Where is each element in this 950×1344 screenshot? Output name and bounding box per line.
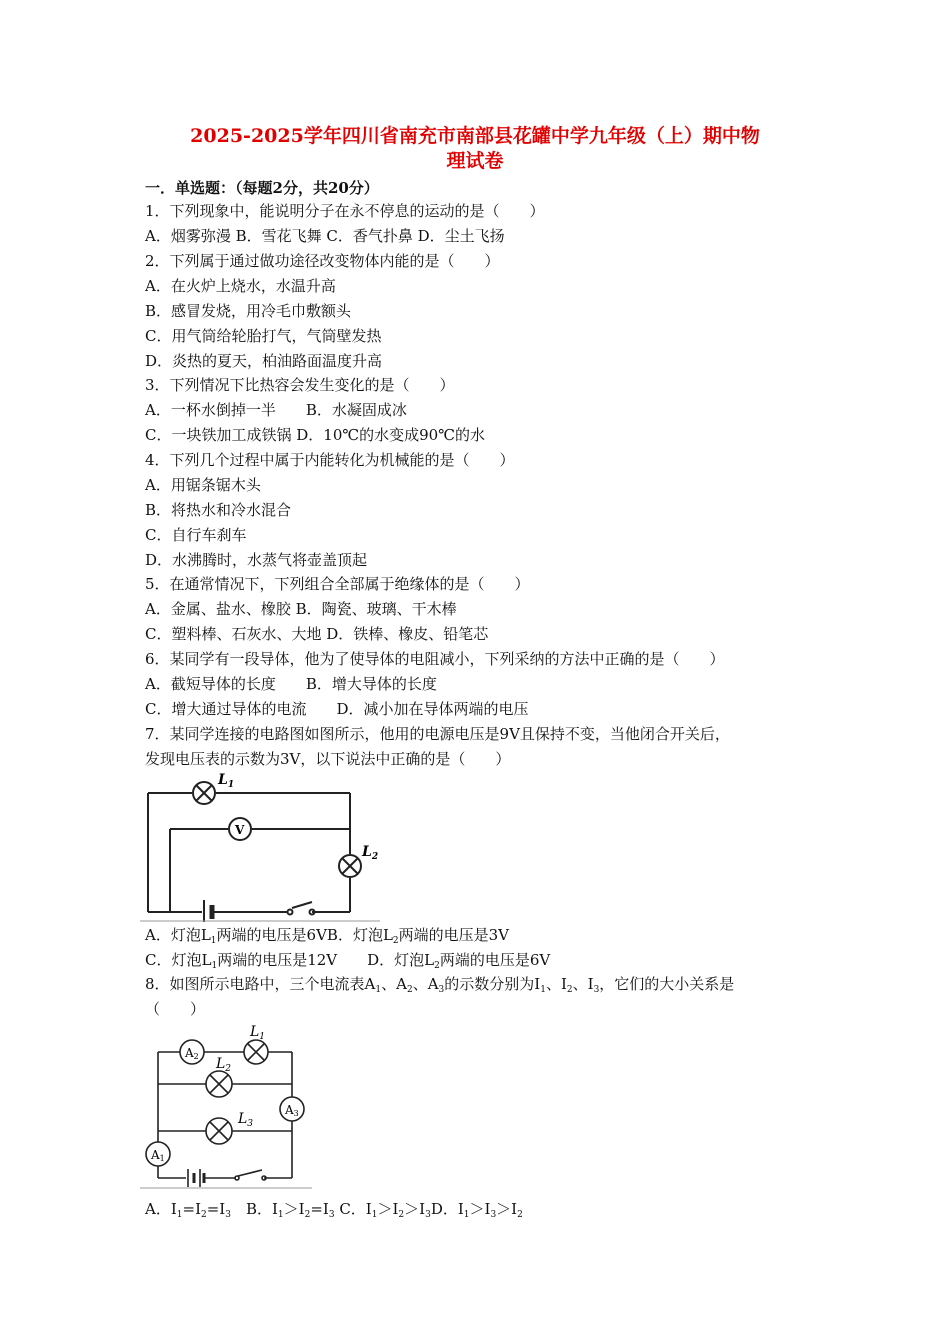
q4-option-b: B．将热水和冷水混合 [145,501,292,519]
q1-stem: 1．下列现象中，能说明分子在永不停息的运动的是（ ） [145,202,545,220]
section-heading: 一．单选题：（每题2分，共20分） [145,179,379,197]
label-l1: $L_1$ [218,772,235,790]
q4-option-c: C．自行车刹车 [145,526,247,544]
q8-options: A．$I_1=I_2=I_3$ B．$I_1>I_2=I_3$ C．$I_1>I_2>I_3D$．$I_1>I_3>I_2$ [145,1200,523,1220]
q6-options-cd: C．增大通过导体的电流 D．减小加在导体两端的电压 [145,700,529,718]
battery-icon [204,900,212,922]
q2-option-d: D．炎热的夏天，柏油路面温度升高 [145,352,383,370]
q8-circuit-diagram [140,1018,315,1190]
q4-option-a: A．用锯条锯木头 [145,476,261,494]
battery-icon [188,1169,204,1187]
q5-options-ab: A．金属、盐水、橡胶 B．陶瓷、玻璃、干木棒 [145,600,457,618]
ammeter-a2-label: A2 [185,1046,199,1061]
q5-options-cd: C．塑料棒、石灰水、大地 D．铁棒、橡皮、铅笔芯 [145,625,489,643]
q7-circuit-diagram [140,770,385,922]
q1-options: A．烟雾弥漫 B．雪花飞舞 C．香气扑鼻 D．尘土飞扬 [145,227,505,245]
label-l3: $L_3$ [238,1111,254,1129]
label-l1: $L_1$ [250,1024,266,1042]
q5-stem: 5．在通常情况下，下列组合全部属于绝缘体的是（ ） [145,575,530,593]
document-title [120,124,830,174]
q8-stem-line-1: 8．如图所示电路中，三个电流表$A_1$、$A_2$、$A_3$的示数分别为$I_1$、$I_2$、$I_3$，它们的大小关系是 [145,975,735,995]
q7-options-ab: A．灯泡$L_1$两端的电压是6VB．灯泡$L_2$两端的电压是3V [145,926,510,946]
q4-stem: 4．下列几个过程中属于内能转化为机械能的是（ ） [145,451,515,469]
q3-options-ab: A．一杯水倒掉一半 B．水凝固成冰 [145,401,407,419]
ammeter-a3-label: A3 [285,1103,299,1118]
q3-stem: 3．下列情况下比热容会发生变化的是（ ） [145,376,455,394]
q2-option-a: A．在火炉上烧水，水温升高 [145,277,336,295]
q6-stem: 6．某同学有一段导体，他为了使导体的电阻减小，下列采纳的方法中正确的是（ ） [145,650,725,668]
q3-options-cd: C．一块铁加工成铁锅 D．10℃的水变成90℃的水 [145,426,486,444]
q4-option-d: D．水沸腾时，水蒸气将壶盖顶起 [145,551,368,569]
q2-stem: 2．下列属于通过做功途径改变物体内能的是（ ） [145,252,500,270]
q7-stem-line-1: 7．某同学连接的电路图如图所示，他用的电源电压是9V且保持不变，当他闭合开关后， [145,725,730,743]
q8-stem-line-2: （ ） [145,1000,206,1018]
title-line-1: 2025-2025学年四川省南充市南部县花罐中学九年级（上）期中物 [190,125,760,147]
q7-stem-line-2: 发现电压表的示数为3V，以下说法中正确的是（ ） [145,750,511,768]
q2-option-c: C．用气筒给轮胎打气，气筒壁发热 [145,327,382,345]
q2-option-b: B．感冒发烧，用冷毛巾敷额头 [145,302,352,320]
label-l2: $L_2$ [216,1056,232,1074]
meter-v-label: V [235,823,245,837]
ammeter-a1-label: A1 [151,1148,165,1163]
title-line-2: 理试卷 [446,150,504,172]
label-l2: $L_2$ [362,844,379,862]
q6-options-ab: A．截短导体的长度 B．增大导体的长度 [145,675,437,693]
q7-options-cd: C．灯泡$L_1$两端的电压是12V D．灯泡$L_2$两端的电压是6V [145,951,551,971]
